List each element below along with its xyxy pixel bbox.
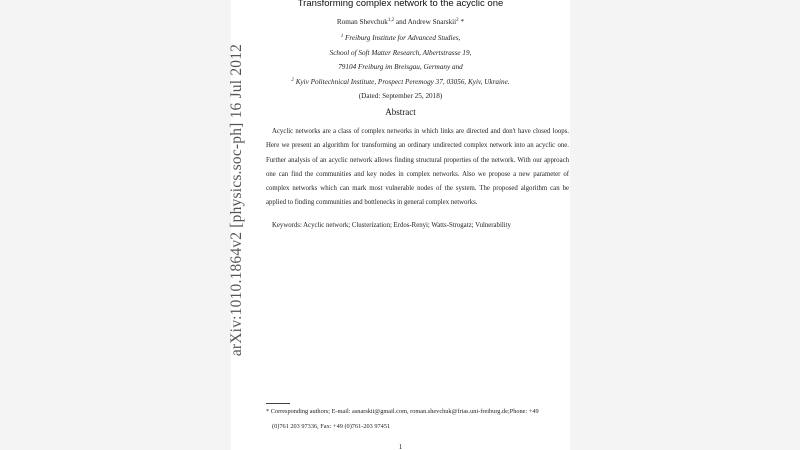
footnote-line-2: (0)761 203 97336, Fax: +49 (0)761-203 97451 xyxy=(272,422,391,430)
corresponding-mark: * xyxy=(458,18,465,26)
affiliation-2 xyxy=(231,78,570,86)
author-2-affiliation: 2 xyxy=(456,18,459,23)
paper-title: Transforming complex network to the acyclic one xyxy=(297,0,504,9)
author-1: Roman Shevchuk xyxy=(336,18,388,26)
keywords-line: Keywords: Acyclic network; Clusterization; Erdos-Renyi; Watts-Strogatz; Vulnerability xyxy=(272,222,511,229)
arxiv-identifier: arXiv:1010.1864v2 [physics.soc-ph] 16 Jul 2012 xyxy=(228,43,245,357)
author-1-affiliation: 1,2 xyxy=(387,18,395,23)
affiliation-1-line-2-text: School of Soft Matter Research, Albertstrasse 19, xyxy=(329,49,472,57)
affiliation-1-line-3 xyxy=(231,63,570,71)
abstract-text: Acyclic networks are a class of complex networks in which links are directed and don't have closed loops. Here we present an algorithm for transforming an ordinary undirected complex network into an acyclic one. Further analysis of an acyclic network allows finding structural properties of the network. With our approach one can find the communities and key nodes in complex networks. Also we propose a new parameter of complex networks which can mark most vulnerable nodes of the system. The proposed algorithm can be applied to finding communities and bottlenecks in general complex networks. xyxy=(266,128,569,207)
footnote-rule xyxy=(266,403,290,404)
affiliation-2-text: Kyiv Politechnical Institute, Prospect Peremogy 37, 03056, Kyiv, Ukraine. xyxy=(295,78,510,86)
affiliation-1-mark: 1 xyxy=(340,34,344,39)
author-connector: and xyxy=(394,18,408,26)
affiliation-1 xyxy=(231,34,570,42)
affiliation-1-text: Freiburg Institute for Advanced Studies, xyxy=(344,34,461,42)
footnote-line-1: * Corresponding authors; E-mail: asnarskii@gmail.com, roman.shevchuk@frias.uni-freiburg.de;Phone: +49 xyxy=(266,408,539,415)
abstract-heading: Abstract xyxy=(385,107,416,117)
affiliation-1-line-3-text: 79104 Freiburg im Breisgau, Germany and xyxy=(338,63,463,71)
affiliation-1-line-2 xyxy=(231,49,570,57)
footnote xyxy=(266,405,571,434)
author-line xyxy=(231,18,570,26)
page-number: 1 xyxy=(398,443,403,450)
abstract-body xyxy=(266,125,569,211)
dated-line: (Dated: September 25, 2018) xyxy=(358,92,443,100)
affiliation-2-mark: 2 xyxy=(291,78,294,83)
author-2: Andrew Snarskii xyxy=(407,18,457,26)
